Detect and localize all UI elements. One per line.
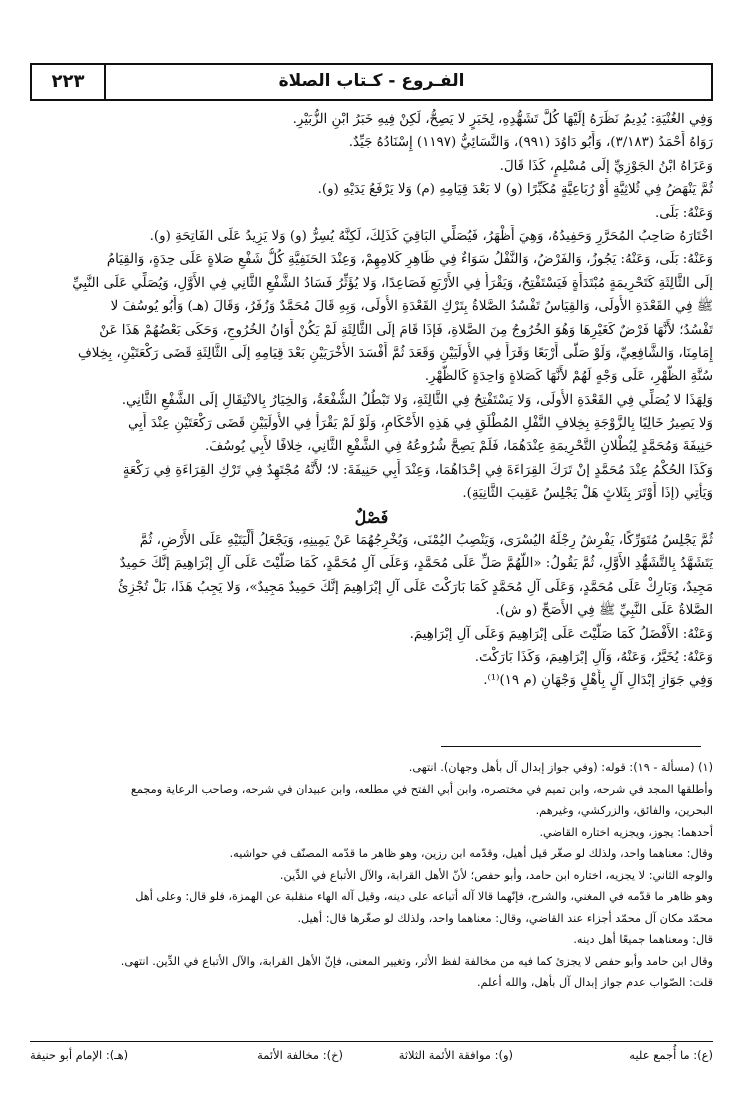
text-line: ﷺ فِي القَعْدَةِ الأُولَى، وَالقِيَاسُ تَفْسُدُ الصَّلاةُ بِتَرْكِ القَعْدَةِ الأُولَى، وَبِهِ قَالَ مُحَمَّدٌ وَزُفَرُ، وَقَالَ (هـ) وَأَبُو يُوسُفَ لا [110,299,713,315]
footnote-line: محمّد مكان آل محمّد أجزاء عند القاضي، وقال: معناهما واحد، ولذلك لو صغّرها قال: أهيل. [297,911,713,925]
text-line: ثُمَّ يَجْلِسُ مُتَوَرِّكًا، يَفْرِشُ رِجْلَهُ اليُسْرَى، وَيَنْصِبُ اليُمْنَى، وَيُخْرِجُهُمَا عَنْ يَمِينِهِ، وَيَجْعَلُ أَلْيَتَيْهِ عَلَى الأَرْضِ، ثُمَّ [139,533,713,549]
text-line: حَنِيفَةَ وَمُحَمَّدٍ لِبُطْلانِ التَّحْرِيمَةِ عِنْدَهُمَا، فَلَمْ يَصِحَّ شُرُوعُهُ فِي الشَّفْعِ الثَّانِي، خِلافًا لأَبِي يُوسُفَ. [205,439,713,455]
footnote-line: أحدهما: يجوز، ويجزيه اختاره القاضي. [539,825,713,839]
text-line: تَفْسُدُ؛ لأَنَّهَا فَرْضٌ كَغَيْرِهَا وَهُوَ الخُرُوجُ مِنَ الصَّلاةِ، فَإذَا قَامَ إلَى الثَّالِثَةِ لَمْ يَكُنْ أَوَانُ الخُرُوجِ، وَحَكَى بَعْضُهُمْ هَذَا عَنْ [99,322,713,338]
text-line: اخْتَارَهُ صَاحِبُ المُحَرَّرِ وَحَفِيدُهُ، وَهِيَ أَظْهَرُ، فَيُصَلِّي البَاقِيَ كَذَلِكَ، لَكِنَّهُ يُسِرُّ (و) وَلا يَزِيدُ عَلَى الفَاتِحَةِ (و). [149,228,713,244]
footnote-line: وقال ابن حامد وأبو حفص لا يجزئ كما فيه من مخالفة لفظ الأثر، وتغيير المعنى، فإنّ الأهل القرابة، والآل الأتباع في الدِّين. انتهى. [120,954,713,968]
text-line: وَكَذَا الحُكْمُ عِنْدَ مُحَمَّدٍ إنْ تَرَكَ القِرَاءَةَ فِي إحْدَاهُمَا، وَعِنْدَ أَبِي حَنِيفَةَ: لا؛ لأَنَّهُ مُجْتَهِدٌ فِي تَرْكِ القِرَاءَةِ فِي رَكْعَةٍ [122,462,713,478]
text-line: وَلِهَذَا لا يُصَلِّي فِي القَعْدَةِ الأُولَى، وَلا يَسْتَفْتِحُ فِي الثَّالِثَةِ، وَلا تَبْطُلُ الشُّفْعَةُ، وَالخِيَارُ بِالانْتِقَالِ إلَى الشَّفْعِ الثَّانِي. [121,392,713,408]
text-line: وَعَنْهُ: بَلَى. [654,205,713,221]
key-disagreement: (خ): مخالفة الأئمة [257,1048,343,1062]
text-line: إلَى الثَّالِثَةِ كَتَحْرِيمَةٍ مُبْتَدَأَةٍ فَيَسْتَفْتِحُ، وَيَقْرَأُ فِي الأَرْبَعِ فَصَاعِدًا، وَلا يُؤَثِّرُ فَسَادُ الشَّفْعِ الثَّانِي فِي الأَوَّلِ، وَيُصَلِّي عَلَى النَّبِيِّ [72,275,713,291]
footnote-line: والوجه الثاني: لا يجزيه، اختاره ابن حامد، وأبو حفص؛ لأنّ الأهل القرابة، والآل الأتباع في الدِّين. [279,868,713,882]
text-line: ثُمَّ يَنْهَضُ فِي ثُلاثِيَّةٍ أَوْ رُبَاعِيَّةٍ مُكَبِّرًا (و) لا بَعْدَ قِيَامِهِ (م) وَلا يَرْفَعُ يَدَيْهِ (و). [317,182,713,198]
text-line: وَفِي الغُنْيَةِ: يُدِيمُ نَظَرَهُ إلَيْهَا كُلَّ تَشَهُّدِهِ، لِخَبَرٍ لا يَصِحُّ، لَكِنْ فِيهِ خَبَرُ ابْنِ الزُّبَيْرِ. [292,112,713,127]
text-line: مَجِيدٌ، وَبَارِكْ عَلَى مُحَمَّدٍ، وَعَلَى آلِ مُحَمَّدٍ كَمَا بَارَكْتَ عَلَى آلِ إبْرَاهِيمَ إنَّكَ حَمِيدٌ مَجِيدٌ»، وَلا يَجِبُ هَذَا، بَلْ تُجْزِئُ [117,579,713,595]
text-line: وَعَنْهُ: بَلَى، وَعَنْهُ: يَجُوزُ، وَالفَرْضُ، وَالنَّفْلُ سَوَاءٌ فِي ظَاهِرِ كَلامِهِمْ، وَعِنْدَ الحَنَفِيَّةِ كُلُّ شَفْعِ صَلاةٍ عَلَى حِدَةٍ، وَالقِيَامُ [106,252,713,268]
text-line: وَعَزَاهُ ابْنُ الجَوْزِيِّ إلَى مُسْلِمٍ، كَذَا قَالَ. [499,158,713,174]
page-header [30,63,713,101]
text-line: الصَّلاةُ عَلَى النَّبِيِّ ﷺ فِي الأَصَحِّ (و ش). [495,603,713,619]
text-line: إِمَامِنَا، وَالشَّافِعِيِّ، وَلَوْ صَلَّى أَرْبَعًا وَقَرَأَ فِي الأُولَيَيْنِ وَقَعَدَ ثُمَّ أَفْسَدَ الأُخْرَيَيْنِ بَعْدَ قِيَامِهِ إلَى الثَّالِثَةِ قَضَى رَكْعَتَيْنِ، بِخِلافِ [77,345,713,361]
footnotes [30,757,713,994]
footnote-divider [441,746,701,747]
main-text [30,108,713,693]
footnote-line: قال: ومعناهما جميعًا أهل دينه. [573,933,713,946]
key-consensus: (ع): ما أُجمع عليه [629,1048,713,1062]
text-line: وَلا يَصِيرُ خَالِيًا بِالزَّوْجَةِ بِخِلافِ النَّفْلِ المُطْلَقِ فِي هَذِهِ الأَحْكَامِ، وَلَوْ لَمْ يَقْرَأْ فِي الأُولَيَيْنِ قَضَى رَكْعَتَيْنِ عِنْدَ أَبِي [128,416,713,432]
text-line: يَتَشَهَّدُ بِالتَّشَهُّدِ الأَوَّلِ، ثُمَّ يَقُولُ: «اللَّهُمَّ صَلِّ عَلَى مُحَمَّدٍ، وَعَلَى آلِ مُحَمَّدٍ، كَمَا صَلَّيْتَ عَلَى آلِ إبْرَاهِيمَ إنَّكَ حَمِيدٌ [119,556,713,572]
key-agreement: (و): موافقة الأئمة الثلاثة [398,1048,513,1062]
text-line: وَيَأْتِي (إذَا أَوْتَرَ بِثَلاثٍ هَلْ يَجْلِسُ عَقِيبَ الثَّانِيَةِ). [462,486,713,502]
text-line: سُنَّةِ الظُّهْرِ، عَلَى وَجْهٍ لَهُمْ لأَنَّهَا كَصَلاةٍ وَاحِدَةٍ كَالظُّهْرِ. [424,369,713,385]
footnote-line: وهو ظاهر ما قدّمه في المغني، والشرح، فإنّهما قالا آله أتباعه على دينه، وقيل آله الهاء منقلبة عن الهمزة، فلو قال: وعلى أهل [135,890,713,903]
text-line: وَعَنْهُ: يُخَيَّرُ، وَعَنْهُ، وَآلِ إبْرَاهِيمَ، وَكَذَا بَارَكْتَ. [474,649,713,665]
key-abu-hanifa: (هـ): الإمام أبو حنيفة [30,1048,129,1062]
section-heading: فَصْلٌ [354,507,389,527]
footnote-line: قلت: الصّواب عدم جواز إبدال آل بأهل، والله أعلم. [476,976,713,989]
footnote-line: وقال: معناهما واحد، ولذلك لو صغّر قيل أهيل، وقدّمه ابن رزين، وهو ظاهر ما قدّمه المصنّف في حواشيه. [229,847,713,860]
text-line: وَعَنْهُ: الأَفْضَلُ كَمَا صَلَّيْتَ عَلَى إبْرَاهِيمَ وَعَلَى آلِ إبْرَاهِيمَ. [409,626,713,642]
page-number: ٢٢٣ [32,65,106,99]
abbreviation-key [30,1041,713,1069]
running-title: الفـروع - كـتاب الصلاة [278,71,465,91]
text-line: وَفِي جَوَازِ إبْدَالِ آلٍ بِأَهْلٍ وَجْهَانِ (م ١٩)⁽¹⁾. [483,673,713,689]
text-line: رَوَاهُ أَحْمَدُ (٣/١٨٣)، وَأَبُو دَاوُدَ (٩٩١)، وَالنَّسَائِيُّ (١١٩٧) إِسْنَادُهُ جَيِّدٌ. [348,135,713,151]
footnote-line: وأطلقها المجد في شرحه، وابن تميم في مختصره، وابن أبي الفتح في مطلعه، وابن عبيدان في شرحه، وصاحب الرعاية ومجمع [130,782,713,796]
footnote-line: البحرين، والفائق، والزركشي، وغيرهم. [535,804,713,817]
footnote-line: (١) (مسألة - ١٩): قوله: (وفي جواز إبدال آل بأهل وجهان). انتهى. [408,761,713,774]
